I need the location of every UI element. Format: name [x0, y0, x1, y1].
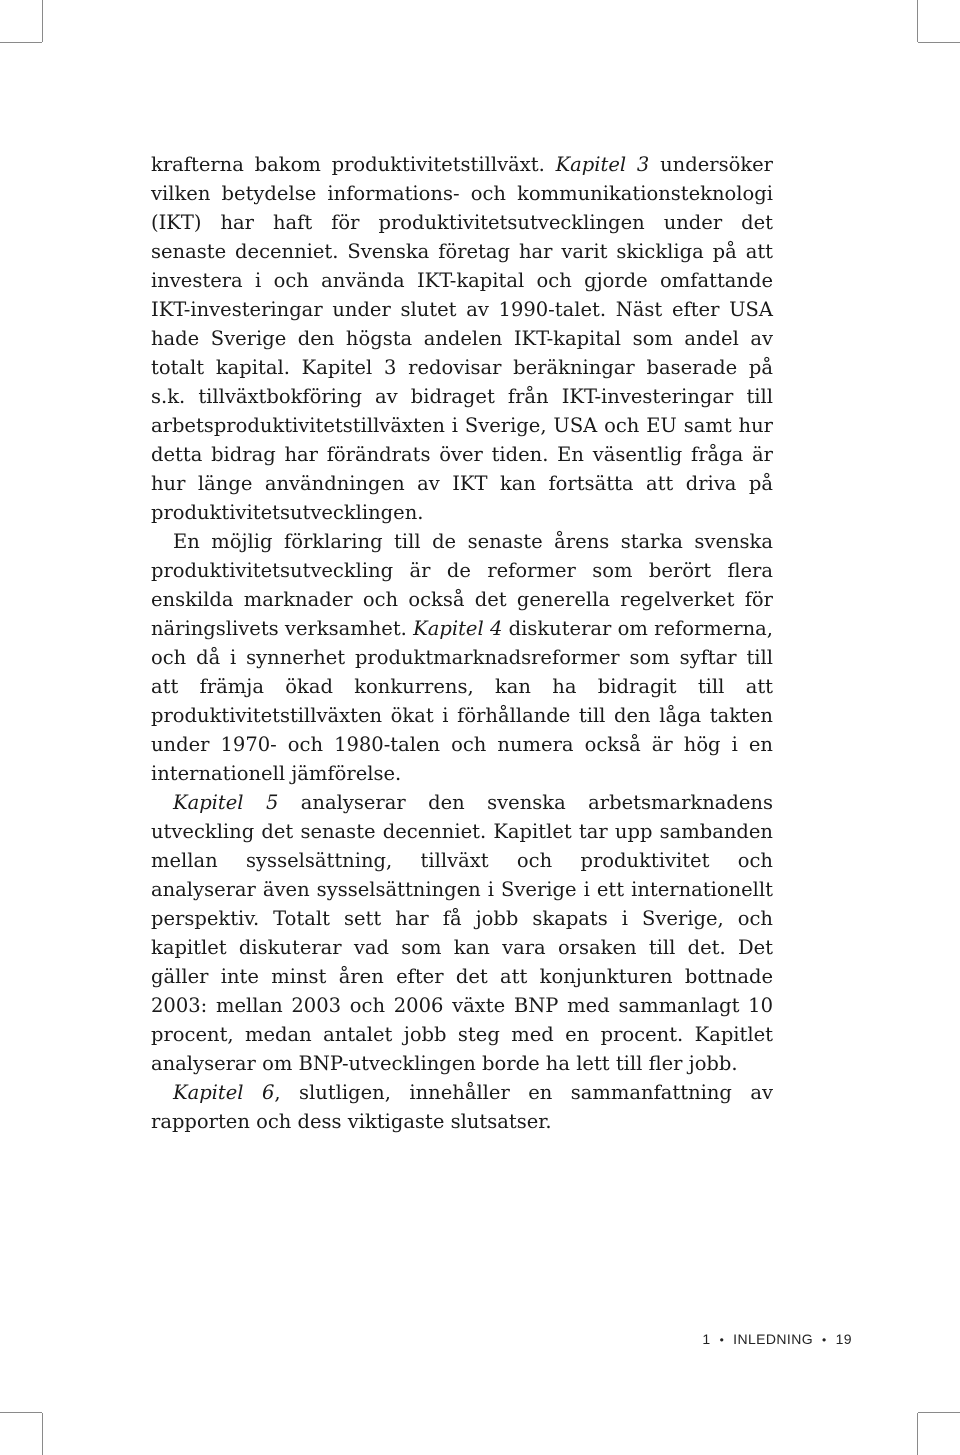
chapter-reference: Kapitel 3	[555, 153, 650, 176]
chapter-reference: Kapitel 5	[173, 791, 279, 814]
crop-mark-bottom-right	[917, 1413, 918, 1455]
text-segment: undersöker vilken betydelse informations- och kommunikationsteknologi (IKT) har haft för produktivitetsutvecklingen under det senaste decenniet. Svenska företag har varit skickliga på att investera i och använda IKT-kapital och gjorde omfattande IKT-investeringar under slutet av 1990-talet. Näst efter USA hade Sverige den högsta andelen IKT-kapital som andel av totalt kapital. Kapitel 3 redovisar beräkningar baserade på s.k. tillväxtbokföring av bidraget från IKT-investeringar till arbetsproduktivitetstillväxten i Sverige, USA och EU samt hur detta bidrag har förändrats över tiden. En väsentlig fråga är hur länge användningen av IKT kan fortsätta att driva på produktivitetsutvecklingen.	[151, 153, 773, 524]
crop-mark-top-left	[42, 0, 43, 42]
chapter-reference: Kapitel 6	[173, 1081, 275, 1104]
text-segment: diskuterar om reformerna, och då i synnerhet produktmarknadsreformer som syftar till att främja ökad konkurrens, kan ha bidragit till att produktivitetstillväxten ökat i förhållande till den låga takten under 1970- och 1980-talen och numera också är hög i en internationell jämförelse.	[151, 617, 774, 785]
section-title: INLEDNING	[733, 1331, 814, 1347]
crop-mark-top-right	[917, 0, 918, 42]
crop-mark-bottom-left	[42, 1413, 43, 1455]
chapter-reference: Kapitel 4	[413, 617, 503, 640]
paragraph	[151, 1078, 773, 1136]
body-text	[151, 150, 773, 1136]
page-footer	[702, 1331, 852, 1347]
bullet-separator: •	[719, 1333, 725, 1347]
crop-mark-top-left	[0, 42, 42, 43]
paragraph	[151, 527, 773, 788]
text-segment: krafterna bakom produktivitetstillväxt.	[151, 153, 556, 176]
paragraph	[151, 788, 773, 1078]
chapter-number: 1	[702, 1331, 711, 1347]
crop-mark-bottom-right	[918, 1412, 960, 1413]
page-number: 19	[835, 1331, 852, 1347]
bullet-separator: •	[822, 1333, 827, 1347]
text-segment: analyserar den svenska arbetsmarknadens utveckling det senaste decenniet. Kapitlet tar upp sambanden mellan sysselsättning, tillväxt och produktivitet och analyserar även sysselsättningen i Sverige i ett internationellt perspektiv. Totalt sett har få jobb skapats i Sverige, och kapitlet diskuterar vad som kan vara orsaken till det. Det gäller inte minst åren efter det att konjunkturen bottnade 2003: mellan 2003 och 2006 växte BNP med sammanlagt 10 procent, medan antalet jobb steg med en procent. Kapitlet analyserar om BNP-utvecklingen borde ha lett till fler jobb.	[151, 791, 773, 1075]
text-segment: , slutligen, innehåller en sammanfattning av rapporten och dess viktigaste slutsatser.	[151, 1081, 774, 1133]
text-segment: En möjlig förklaring till de senaste årens starka svenska produktivitetsutveckling är de reformer som berört flera enskilda marknader och också det generella regelverket för näringslivets verksamhet.	[151, 530, 773, 640]
crop-mark-bottom-left	[0, 1412, 42, 1413]
paragraph	[151, 150, 773, 527]
crop-mark-top-right	[918, 42, 960, 43]
